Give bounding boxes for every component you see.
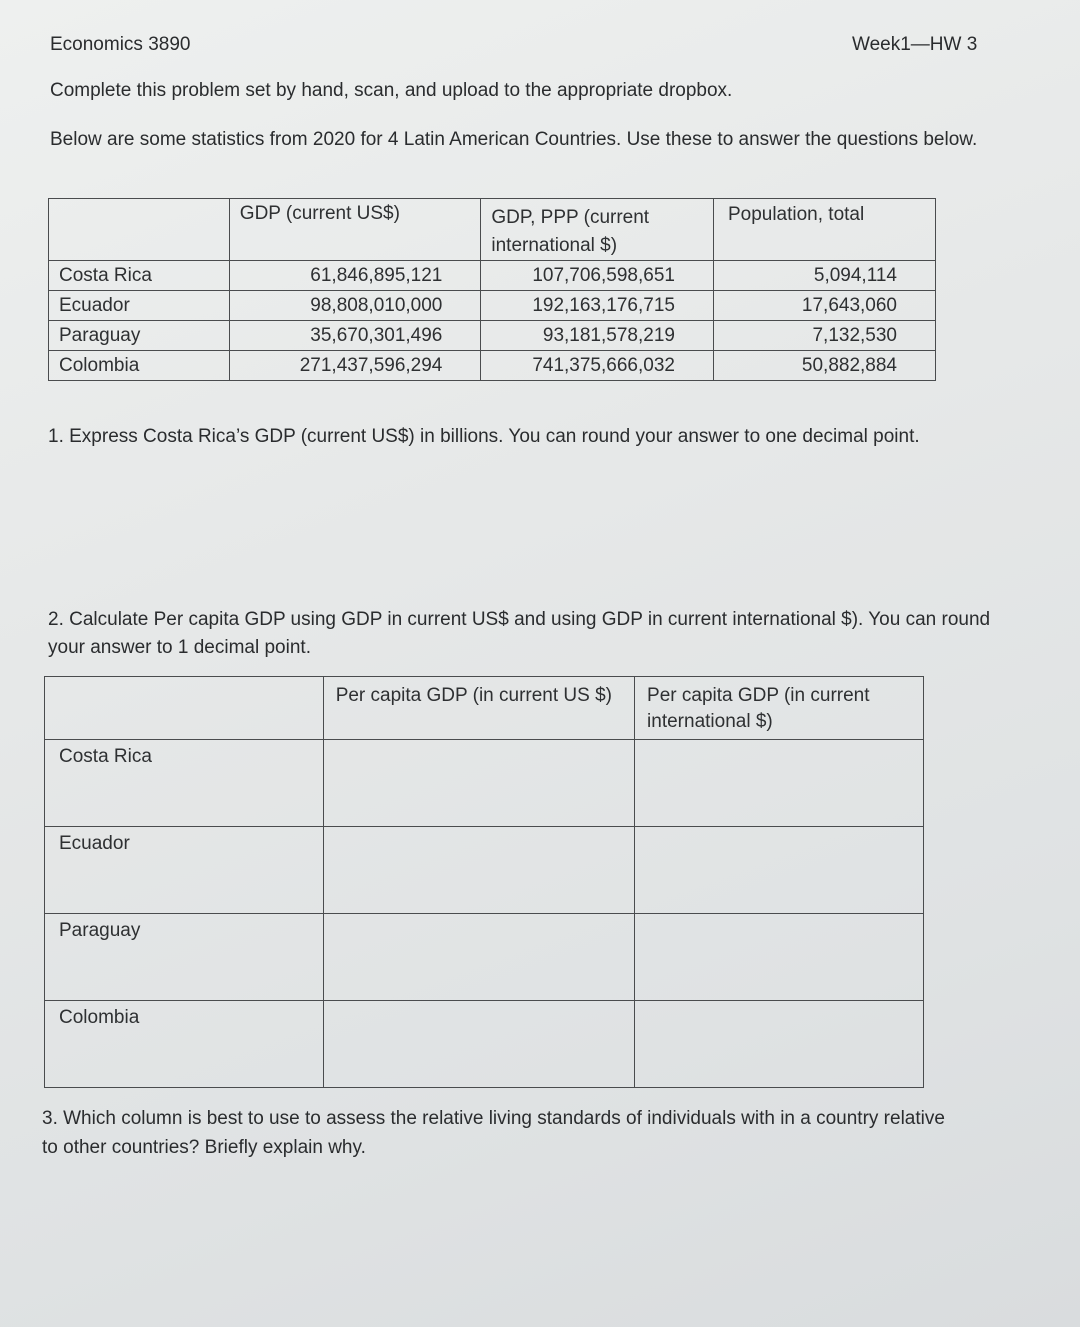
table-row xyxy=(49,291,936,321)
gdp-usd-cell: 271,437,596,294 xyxy=(229,351,481,381)
gdp-usd-cell: 98,808,010,000 xyxy=(229,291,481,321)
statistics-table xyxy=(48,198,936,381)
table-row xyxy=(45,827,924,914)
country-cell: Costa Rica xyxy=(49,261,230,291)
gdp-usd-cell: 61,846,895,121 xyxy=(229,261,481,291)
table-header-row xyxy=(45,677,924,740)
header-cell-empty xyxy=(45,677,324,740)
country-cell: Ecuador xyxy=(45,827,324,914)
intro-text: Below are some statistics from 2020 for 4 Latin American Countries. Use these to answer the questions below. xyxy=(50,129,978,150)
country-cell: Colombia xyxy=(45,1001,324,1088)
header-population: Population, total xyxy=(713,199,935,261)
table-row xyxy=(49,321,936,351)
answer-cell-usd[interactable] xyxy=(323,914,634,1001)
answer-cell-intl[interactable] xyxy=(635,1001,924,1088)
question-2: 2. Calculate Per capita GDP using GDP in current US$ and using GDP in current international $). You can round your answer to 1 decimal point. xyxy=(48,609,991,658)
table-row xyxy=(45,914,924,1001)
assignment-title: Week1—HW 3 xyxy=(852,34,978,55)
table-row xyxy=(45,1001,924,1088)
gdp-ppp-cell: 741,375,666,032 xyxy=(481,351,714,381)
country-cell: Paraguay xyxy=(45,914,324,1001)
table-row xyxy=(49,261,936,291)
gdp-ppp-cell: 192,163,176,715 xyxy=(481,291,714,321)
answer-cell-usd[interactable] xyxy=(323,1001,634,1088)
per-capita-answer-table xyxy=(44,676,924,1088)
gdp-ppp-cell: 93,181,578,219 xyxy=(481,321,714,351)
question-1: 1. Express Costa Rica’s GDP (current US$) in billions. You can round your answer to one decimal point. xyxy=(48,426,920,447)
instructions-text: Complete this problem set by hand, scan, and upload to the appropriate dropbox. xyxy=(50,80,733,101)
population-cell: 50,882,884 xyxy=(713,351,935,381)
header-per-capita-intl: Per capita GDP (in current international $) xyxy=(635,677,924,740)
gdp-usd-cell: 35,670,301,496 xyxy=(229,321,481,351)
answer-cell-intl[interactable] xyxy=(635,827,924,914)
header-gdp-usd: GDP (current US$) xyxy=(229,199,481,261)
country-cell: Paraguay xyxy=(49,321,230,351)
answer-cell-usd[interactable] xyxy=(323,827,634,914)
answer-cell-usd[interactable] xyxy=(323,740,634,827)
country-cell: Ecuador xyxy=(49,291,230,321)
answer-cell-intl[interactable] xyxy=(635,914,924,1001)
country-cell: Costa Rica xyxy=(45,740,324,827)
table-header-row xyxy=(49,199,936,261)
population-cell: 17,643,060 xyxy=(713,291,935,321)
table-row xyxy=(49,351,936,381)
course-title: Economics 3890 xyxy=(50,34,191,55)
question-3: 3. Which column is best to use to assess the relative living standards of individuals with in a country relative to other countries? Briefly explain why. xyxy=(42,1108,945,1158)
header-cell-empty xyxy=(49,199,230,261)
header-gdp-ppp: GDP, PPP (current international $) xyxy=(481,199,714,261)
country-cell: Colombia xyxy=(49,351,230,381)
population-cell: 7,132,530 xyxy=(713,321,935,351)
answer-cell-intl[interactable] xyxy=(635,740,924,827)
gdp-ppp-cell: 107,706,598,651 xyxy=(481,261,714,291)
header-per-capita-usd: Per capita GDP (in current US $) xyxy=(323,677,634,740)
population-cell: 5,094,114 xyxy=(713,261,935,291)
table-row xyxy=(45,740,924,827)
